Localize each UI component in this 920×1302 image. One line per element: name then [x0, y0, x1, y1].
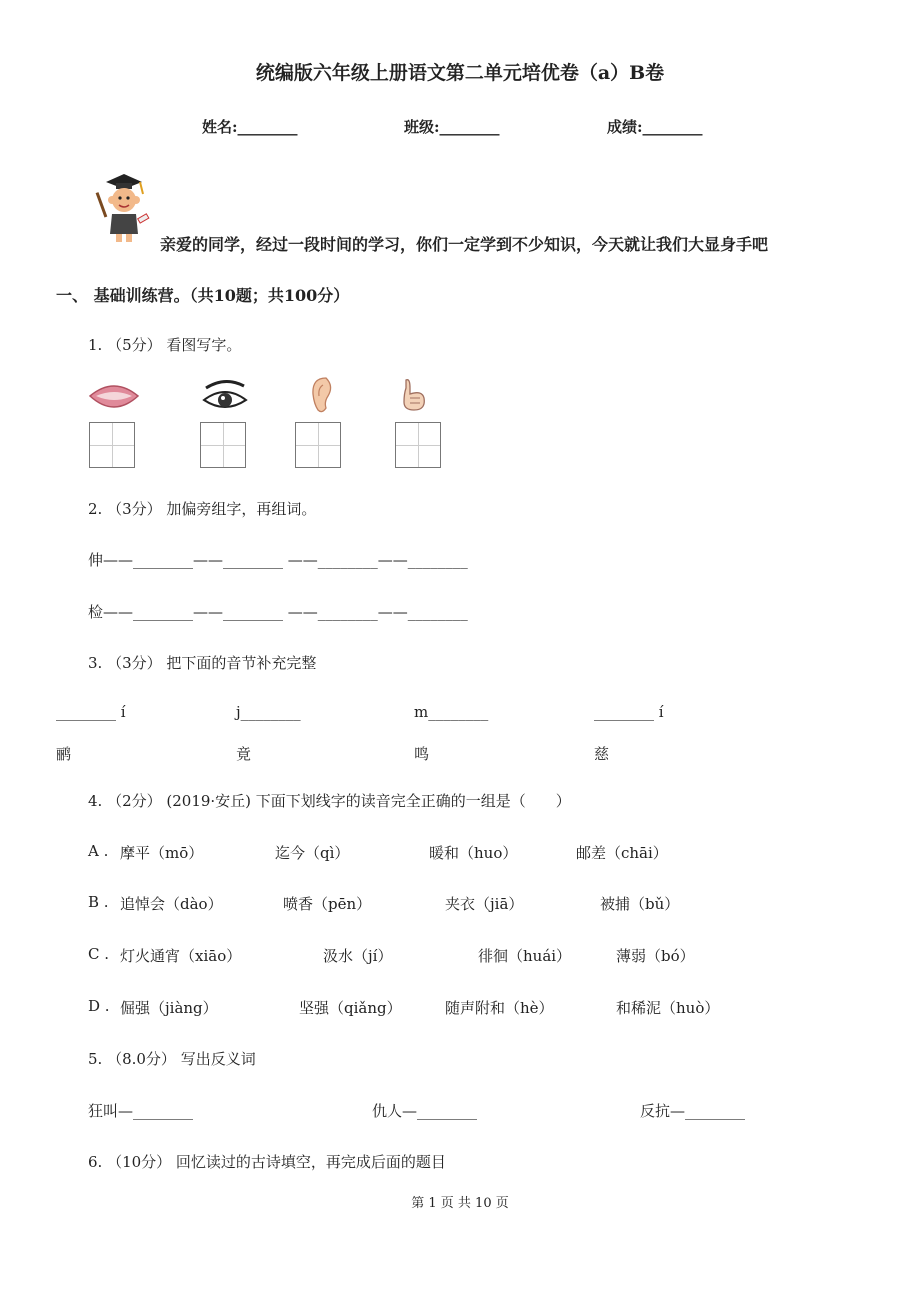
antonym-item: 仇人—________	[372, 1102, 478, 1120]
option-item: 邮差（chāi）	[576, 844, 668, 862]
question-3-title: 3. （3分） 把下面的音节补充完整	[88, 654, 317, 672]
class-field: 班级:________	[404, 118, 500, 136]
pinyin-blank: m________	[414, 703, 489, 721]
question-6-title: 6. （10分） 回忆读过的古诗填空，再完成后面的题目	[88, 1153, 446, 1171]
writing-box[interactable]	[295, 422, 341, 468]
option-item: 随声附和（hè）	[445, 999, 554, 1017]
question-2-title: 2. （3分） 加偏旁组字，再组词。	[88, 500, 317, 518]
option-item: 被捕（bǔ）	[600, 895, 680, 913]
mouth-icon	[88, 378, 140, 416]
question-4-title: 4. （2分） (2019·安丘) 下面下划线字的读音完全正确的一组是（ ）	[88, 792, 571, 810]
pinyin-char: 鸣	[414, 745, 430, 763]
pinyin-char: 慈	[594, 745, 610, 763]
option-item: 暖和（huo）	[429, 844, 518, 862]
option-item: 喷香（pēn）	[283, 895, 372, 913]
writing-box[interactable]	[395, 422, 441, 468]
writing-box[interactable]	[200, 422, 246, 468]
option-item: 和稀泥（huò）	[616, 999, 720, 1017]
name-field: 姓名:________	[202, 118, 298, 136]
option-item: 汲水（jí）	[323, 947, 393, 965]
ear-icon	[310, 376, 334, 414]
pinyin-char: 竟	[236, 745, 252, 763]
score-field: 成绩:________	[607, 118, 703, 136]
option-item: 薄弱（bó）	[616, 947, 695, 965]
option-label-b[interactable]: B .	[88, 893, 109, 911]
question-2-line-2: 检——________——________ ——________——________	[88, 603, 468, 621]
option-item: 灯火通宵（xiāo）	[120, 947, 242, 965]
option-item: 摩平（mō）	[120, 844, 204, 862]
antonym-item: 狂叫—________	[88, 1102, 194, 1120]
page-title: 统编版六年级上册语文第二单元培优卷（a）B卷	[255, 62, 665, 84]
option-label-d[interactable]: D .	[88, 997, 110, 1015]
option-item: 夹衣（jiā）	[445, 895, 524, 913]
section-heading: 一、 基础训练营。（共10题；共100分）	[56, 286, 350, 305]
option-item: 迄今（qì）	[275, 844, 350, 862]
writing-box[interactable]	[89, 422, 135, 468]
hand-icon	[398, 376, 430, 414]
page-footer: 第 1 页 共 10 页	[411, 1196, 509, 1211]
question-2-line-1: 伸——________——________ ——________——________	[88, 551, 468, 569]
pinyin-blank: j________	[236, 703, 301, 721]
option-item: 坚强（qiǎng）	[299, 999, 402, 1017]
antonym-item: 反抗—________	[640, 1102, 746, 1120]
option-item: 倔强（jiàng）	[120, 999, 218, 1017]
pinyin-blank: ________ í	[594, 703, 664, 721]
mascot-icon	[88, 170, 154, 250]
option-label-c[interactable]: C .	[88, 945, 110, 963]
option-label-a[interactable]: A .	[88, 842, 109, 860]
eye-icon	[202, 378, 248, 416]
pinyin-blank: ________ í	[56, 703, 126, 721]
question-5-title: 5. （8.0分） 写出反义词	[88, 1050, 256, 1068]
pinyin-char: 鹂	[56, 745, 72, 763]
option-item: 徘徊（huái）	[478, 947, 572, 965]
option-item: 追悼会（dào）	[120, 895, 223, 913]
intro-text: 亲爱的同学，经过一段时间的学习，你们一定学到不少知识，今天就让我们大显身手吧	[160, 235, 769, 254]
question-1-title: 1. （5分） 看图写字。	[88, 336, 242, 354]
